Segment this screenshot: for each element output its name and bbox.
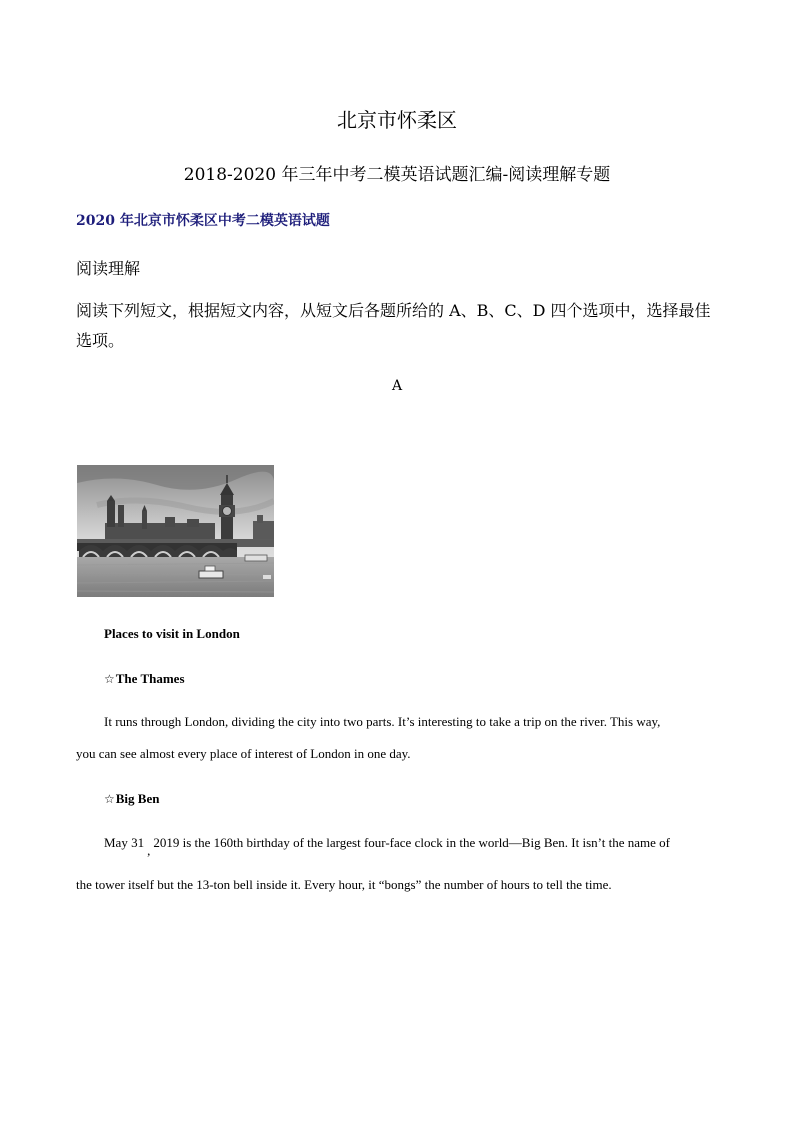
section-heading-big-ben: [104, 791, 159, 807]
heading-text: Big Ben: [115, 791, 160, 806]
section-title: 阅读理解: [76, 259, 141, 278]
instruction-text: 阅读下列短文，根据短文内容，从短文后各题所给的 A、B、C、D 四个选项中，选择最佳选项。: [76, 301, 711, 350]
heading-text: The Thames: [115, 671, 185, 686]
london-photo: [77, 465, 274, 597]
big-ben-line-2: the tower itself but the 13-ton bell inside it. Every hour, it “bongs” the number of hours to tell the time.: [76, 877, 612, 892]
document-subtitle: 2018-2020 年三年中考二模英语试题汇编-阅读理解专题: [183, 165, 611, 185]
article-title: Places to visit in London: [104, 626, 240, 641]
comma: ,: [147, 843, 151, 858]
star-icon: ☆: [104, 792, 115, 806]
section-heading-thames: [104, 671, 185, 687]
exam-title: 2020 年北京市怀柔区中考二模英语试题: [76, 213, 330, 229]
thames-line-2: you can see almost every place of interest of London in one day.: [76, 746, 411, 761]
line-rest: 2019 is the 160th birthday of the largest four-face clock in the world—Big Ben. It isn’t the name of: [153, 835, 670, 850]
star-icon: ☆: [104, 672, 115, 686]
part-label: A: [391, 378, 403, 394]
date-text: May 31: [104, 835, 145, 850]
big-ben-line-1: [104, 835, 670, 858]
document-title: 北京市怀柔区: [337, 108, 457, 132]
thames-line-1: It runs through London, dividing the city into two parts. It’s interesting to take a trip on the river. This way,: [104, 714, 661, 729]
